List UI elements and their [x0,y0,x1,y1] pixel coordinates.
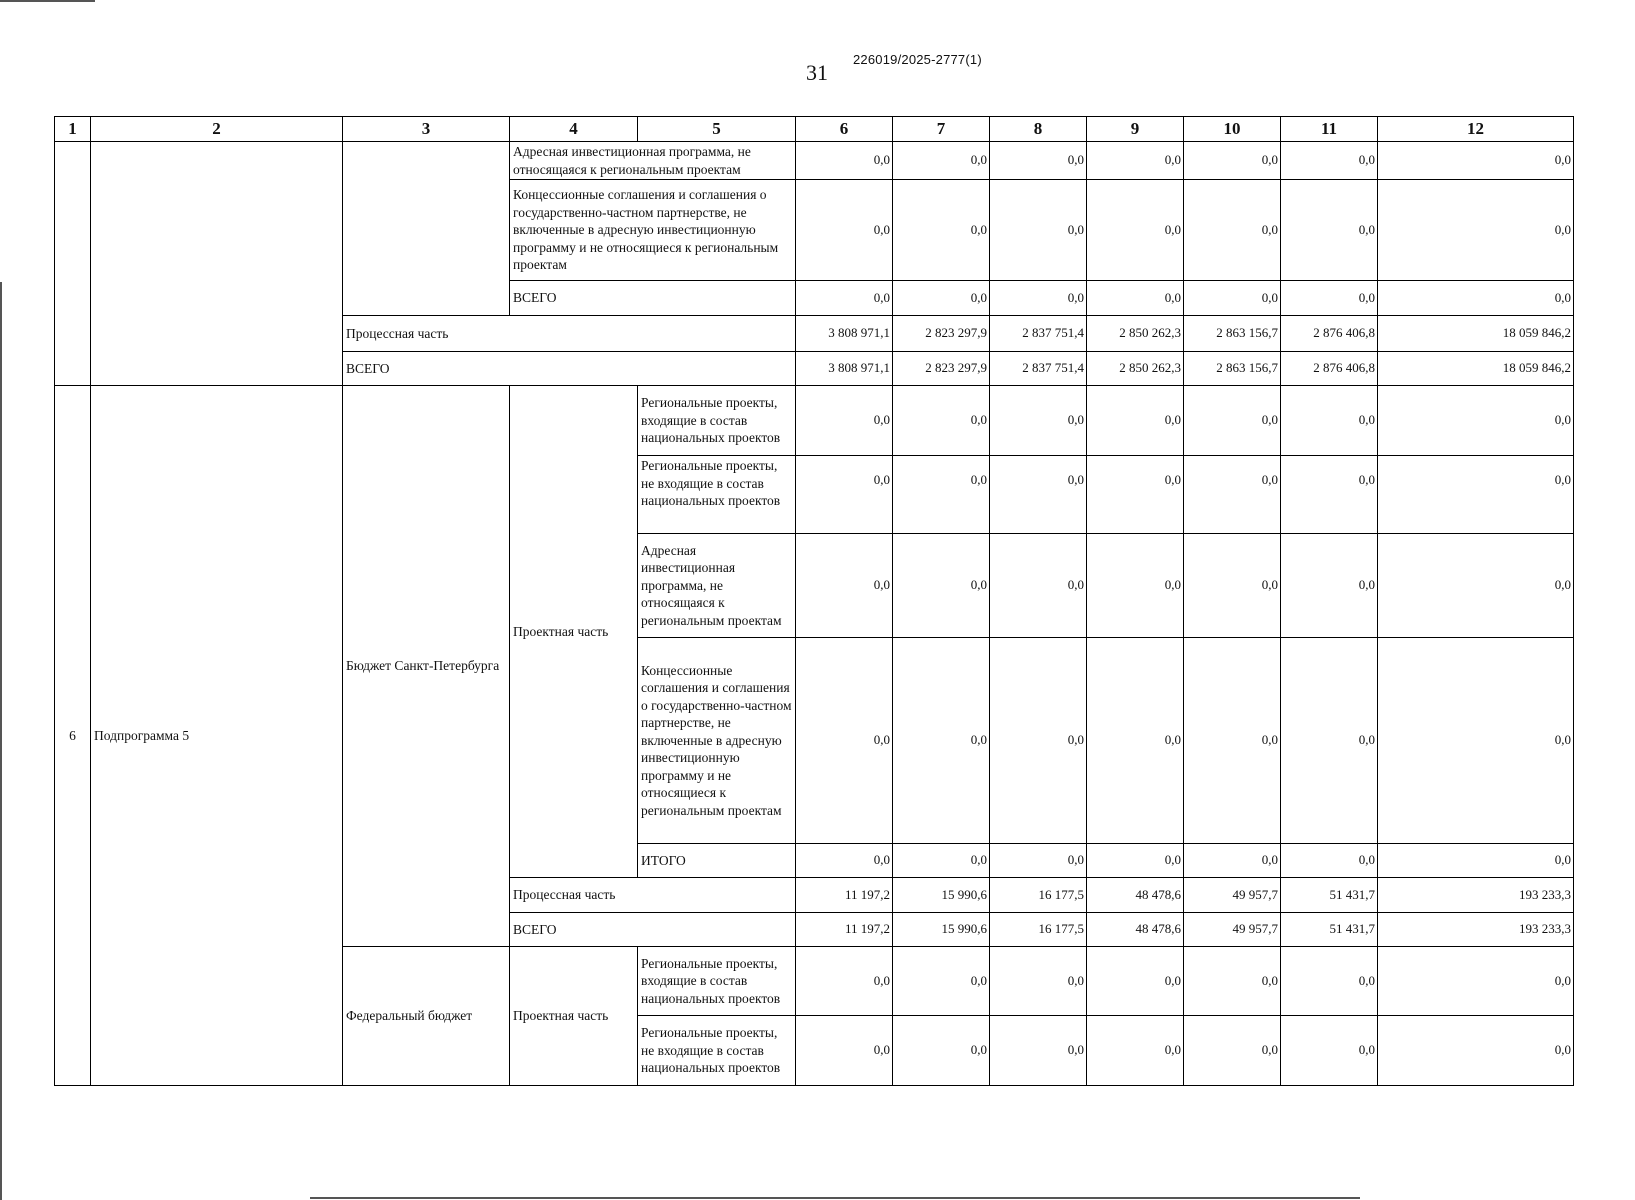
value-cell: 2 876 406,8 [1281,316,1378,352]
col-header: 6 [796,117,893,142]
value-cell: 0,0 [893,534,990,638]
col-header: 10 [1184,117,1281,142]
value-cell: 0,0 [1378,534,1574,638]
value-cell: 0,0 [1281,281,1378,316]
value-cell: 0,0 [1378,844,1574,878]
value-cell: 11 197,2 [796,913,893,947]
value-cell: 0,0 [796,844,893,878]
row-label: ВСЕГО [510,281,796,316]
value-cell: 0,0 [796,281,893,316]
value-cell: 0,0 [1281,1016,1378,1086]
value-cell: 16 177,5 [990,878,1087,913]
value-cell: 0,0 [990,142,1087,180]
value-cell: 0,0 [1281,534,1378,638]
name-cell [91,142,343,386]
value-cell: 0,0 [990,180,1087,281]
value-cell: 0,0 [1281,386,1378,456]
value-cell: 2 823 297,9 [893,352,990,386]
value-cell: 16 177,5 [990,913,1087,947]
value-cell: 0,0 [1087,142,1184,180]
value-cell: 11 197,2 [796,878,893,913]
value-cell: 3 808 971,1 [796,316,893,352]
row-label: Адресная инвестиционная программа, не относящаяся к региональным проектам [510,142,796,180]
value-cell: 48 478,6 [1087,913,1184,947]
col-header: 2 [91,117,343,142]
value-cell: 0,0 [1184,180,1281,281]
row-label: ИТОГО [638,844,796,878]
value-cell: 0,0 [1087,281,1184,316]
value-cell: 0,0 [796,456,893,534]
value-cell: 0,0 [796,386,893,456]
value-cell: 0,0 [893,281,990,316]
col-header: 7 [893,117,990,142]
value-cell: 0,0 [1184,534,1281,638]
col-header: 11 [1281,117,1378,142]
row-label: Процессная часть [510,878,796,913]
row-label: Концессионные соглашения и соглашения о государственно-частном партнерстве, не включенные в адресную инвестиционную программу и не относящиеся к региональным проектам [510,180,796,281]
scan-edge-line [0,0,95,2]
value-cell: 0,0 [893,1016,990,1086]
value-cell: 49 957,7 [1184,913,1281,947]
header-row [55,117,1574,142]
row-label: Концессионные соглашения и соглашения о государственно-частном партнерстве, не включенные в адресную инвестиционную программу и не относящиеся к региональным проектам [638,638,796,844]
value-cell: 0,0 [796,534,893,638]
value-cell: 2 837 751,4 [990,352,1087,386]
value-cell: 0,0 [1378,947,1574,1016]
value-cell: 0,0 [990,456,1087,534]
value-cell: 0,0 [990,386,1087,456]
value-cell: 0,0 [1087,844,1184,878]
row-label: ВСЕГО [510,913,796,947]
col-header: 9 [1087,117,1184,142]
col-header: 8 [990,117,1087,142]
col-header: 4 [510,117,638,142]
value-cell: 0,0 [1184,844,1281,878]
row-label: Процессная часть [343,316,796,352]
value-cell: 0,0 [1184,386,1281,456]
value-cell: 0,0 [990,534,1087,638]
value-cell: 2 850 262,3 [1087,352,1184,386]
funding-source: Бюджет Санкт-Петербурга [343,386,510,947]
value-cell: 0,0 [893,386,990,456]
scan-edge-line [310,1197,1360,1199]
value-cell: 0,0 [1378,456,1574,534]
value-cell: 18 059 846,2 [1378,316,1574,352]
value-cell: 193 233,3 [1378,878,1574,913]
value-cell: 0,0 [1184,281,1281,316]
value-cell: 2 863 156,7 [1184,352,1281,386]
value-cell: 15 990,6 [893,913,990,947]
value-cell: 0,0 [990,281,1087,316]
value-cell: 0,0 [1281,180,1378,281]
value-cell: 0,0 [990,947,1087,1016]
value-cell: 0,0 [1378,281,1574,316]
value-cell: 0,0 [1281,947,1378,1016]
part-label: Проектная часть [510,947,638,1086]
table-row [55,386,1574,456]
value-cell: 0,0 [1378,180,1574,281]
value-cell: 2 863 156,7 [1184,316,1281,352]
row-label: Региональные проекты, не входящие в состав национальных проектов [638,1016,796,1086]
value-cell: 0,0 [1087,386,1184,456]
value-cell: 0,0 [1378,386,1574,456]
value-cell: 0,0 [1281,142,1378,180]
value-cell: 193 233,3 [1378,913,1574,947]
value-cell: 0,0 [1281,844,1378,878]
value-cell: 0,0 [1087,534,1184,638]
col-header: 3 [343,117,510,142]
value-cell: 0,0 [1184,947,1281,1016]
value-cell: 0,0 [1184,456,1281,534]
document-id: 226019/2025-2777(1) [853,52,982,67]
scan-edge-line [0,282,2,1200]
value-cell: 0,0 [990,1016,1087,1086]
value-cell: 0,0 [796,180,893,281]
value-cell: 0,0 [1378,1016,1574,1086]
value-cell: 51 431,7 [1281,878,1378,913]
value-cell: 0,0 [990,844,1087,878]
value-cell: 15 990,6 [893,878,990,913]
value-cell: 0,0 [1378,142,1574,180]
value-cell: 0,0 [1087,1016,1184,1086]
value-cell: 2 876 406,8 [1281,352,1378,386]
row-label: Адресная инвестиционная программа, не относящаяся к региональным проектам [638,534,796,638]
value-cell: 49 957,7 [1184,878,1281,913]
part-label: Проектная часть [510,386,638,878]
value-cell: 0,0 [796,947,893,1016]
value-cell: 0,0 [893,142,990,180]
budget-table [54,116,1574,1086]
value-cell: 48 478,6 [1087,878,1184,913]
col-header: 5 [638,117,796,142]
row-number-cell: 6 [55,386,91,1086]
value-cell: 0,0 [893,947,990,1016]
value-cell: 0,0 [1184,638,1281,844]
row-label: Региональные проекты, не входящие в состав национальных проектов [638,456,796,534]
col-header: 1 [55,117,91,142]
value-cell: 0,0 [1087,638,1184,844]
value-cell: 3 808 971,1 [796,352,893,386]
value-cell: 18 059 846,2 [1378,352,1574,386]
value-cell: 0,0 [1281,638,1378,844]
value-cell: 0,0 [1087,456,1184,534]
value-cell: 0,0 [1184,142,1281,180]
value-cell: 2 850 262,3 [1087,316,1184,352]
row-label: Региональные проекты, входящие в состав национальных проектов [638,947,796,1016]
value-cell: 0,0 [796,638,893,844]
value-cell: 0,0 [1281,456,1378,534]
value-cell: 0,0 [1087,180,1184,281]
subprogram-name: Подпрограмма 5 [91,386,343,1086]
col-header: 12 [1378,117,1574,142]
value-cell: 0,0 [893,638,990,844]
value-cell: 51 431,7 [1281,913,1378,947]
row-label: ВСЕГО [343,352,796,386]
value-cell: 0,0 [893,456,990,534]
value-cell: 2 837 751,4 [990,316,1087,352]
value-cell: 0,0 [893,844,990,878]
funding-source: Федеральный бюджет [343,947,510,1086]
row-number-cell [55,142,91,386]
value-cell: 0,0 [1378,638,1574,844]
value-cell: 0,0 [893,180,990,281]
source-cell [343,142,510,316]
value-cell: 0,0 [796,142,893,180]
table-row [55,142,1574,180]
value-cell: 0,0 [1184,1016,1281,1086]
value-cell: 0,0 [1087,947,1184,1016]
page-number: 31 [806,60,828,85]
value-cell: 0,0 [796,1016,893,1086]
value-cell: 2 823 297,9 [893,316,990,352]
value-cell: 0,0 [990,638,1087,844]
row-label: Региональные проекты, входящие в состав национальных проектов [638,386,796,456]
